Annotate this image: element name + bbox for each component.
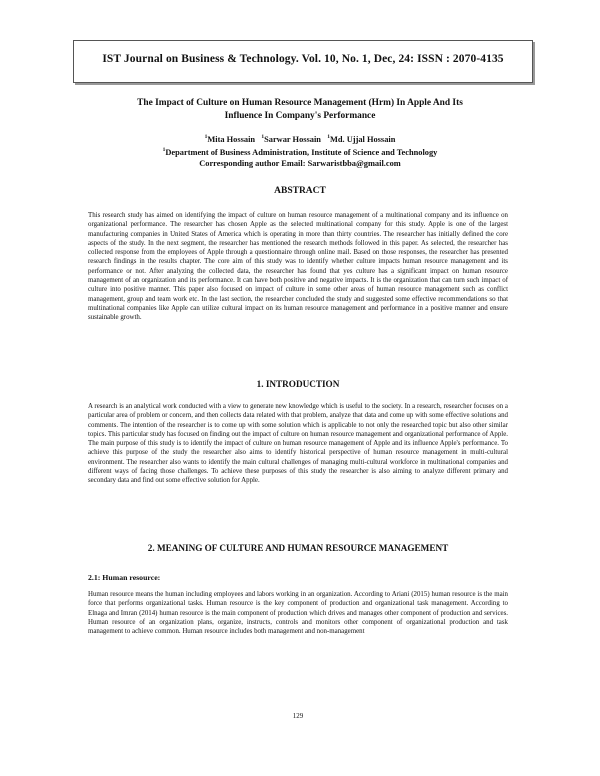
section-2-heading: 2. MEANING OF CULTURE AND HUMAN RESOURCE MANAGEMENT (147, 543, 449, 553)
affiliation-sup: 1 (162, 146, 166, 153)
journal-header: IST Journal on Business & Technology. Vol. 10, No. 1, Dec, 24: ISSN : 2070-4135 (102, 53, 504, 65)
paper-title (95, 97, 505, 123)
paper-title-line-1: The Impact of Culture on Human Resource Management (Hrm) In Apple And Its (137, 98, 463, 108)
section-2-1-text: Human resource means the human including employees and labors working in an organization. According to Ariani (2015) human resource is the main force that performs organizational tasks. Human resource is the key component of production and organizational task management. According to Elnaga and Imran (2014) human resource is the main component of production which drives and manages other component of production and services. Human resource of an organization plans, organize, instructs, controls and monitors other component of organizational production and task management to achieve common. Human resource includes both management and non-management (88, 591, 508, 636)
author-1: Mita Hossain (207, 134, 256, 144)
author-list (95, 132, 505, 145)
author-2: Sarwar Hossain (264, 134, 321, 144)
page-number: 129 (292, 712, 304, 720)
abstract-heading: ABSTRACT (274, 186, 326, 196)
author-2-sup: 1 (261, 134, 265, 140)
affiliation: Department of Business Administration, Institute of Science and Technology (165, 147, 438, 157)
journal-header-box (73, 40, 533, 83)
author-block (95, 132, 505, 169)
introduction-heading: 1. INTRODUCTION (256, 379, 340, 389)
affiliation-line (95, 145, 505, 158)
section-2-1-heading: 2.1: Human resource: (88, 573, 161, 582)
corresponding-author: Corresponding author Email: Sarwaristbba@gmail.com (199, 158, 401, 168)
author-3: Md. Ujjal Hossain (329, 134, 396, 144)
paper-title-line-2: Influence In Company's Performance (224, 111, 376, 121)
abstract-text: This research study has aimed on identifying the impact of culture on human resource management of a multinational company and its influence on organizational performance. The researcher has chosen Apple as the selected multinational company for this study. Apple is one of the largest manufacturing companies in United States of America which is operating in more than thirty countries. The researcher has initially defined the core aspects of the study. In the next segment, the researcher has mentioned the research methods followed in this paper. As selected, the researcher has collected response from the employees of Apple through a questionnaire through online mail. Based on those responses, the researcher has presented research findings in the results chapter. The core aim of this study was to identify whether culture impacts human resource management and its performance or not. After analyzing the collected data, the researcher has found that yes culture has a significant impact on human resource management of an organization and its performance. It can have both positive and negative impacts. It is the organization that can turn such impact of culture into positive manner. This paper also focused on impact of culture in some other areas of human resource management such as conflict management, group and team work etc. In the last section, the researcher concluded the study and suggested some effective recommendations so that multinational companies like Apple can utilize cultural impact on its human resource management and performance in a positive manner and ensure sustainable growth. (88, 212, 508, 322)
introduction-text: A research is an analytical work conducted with a view to generate new knowledge which is useful to the society. In a research, researcher focuses on a particular area of problem or concern, and then collects data related with that problem, analyze that data and come up with some effective solutions and comments. The intention of the researcher is to come up with some solution which is applicable to not only the researched topic but also other similar topics. This particular study has focused on finding out the impact of culture on human resource management and organizational performance of Apple. The main purpose of this study is to identify the impact of culture on human resource management of Apple and its influence Apple's performance. To achieve this purpose of the study the researcher also aims to identify historical perspective of human resource management in multi-cultural environment. The researcher also wants to identify the main cultural challenges of managing multi-cultural workforce in multinational companies and different ways of facing those challenges. To achieve these purposes of this study the researcher is also aiming to analyze different primary and secondary data and find out some effective solution for Apple. (88, 403, 508, 485)
author-1-sup: 1 (204, 134, 208, 140)
author-3-sup: 1 (327, 134, 330, 140)
